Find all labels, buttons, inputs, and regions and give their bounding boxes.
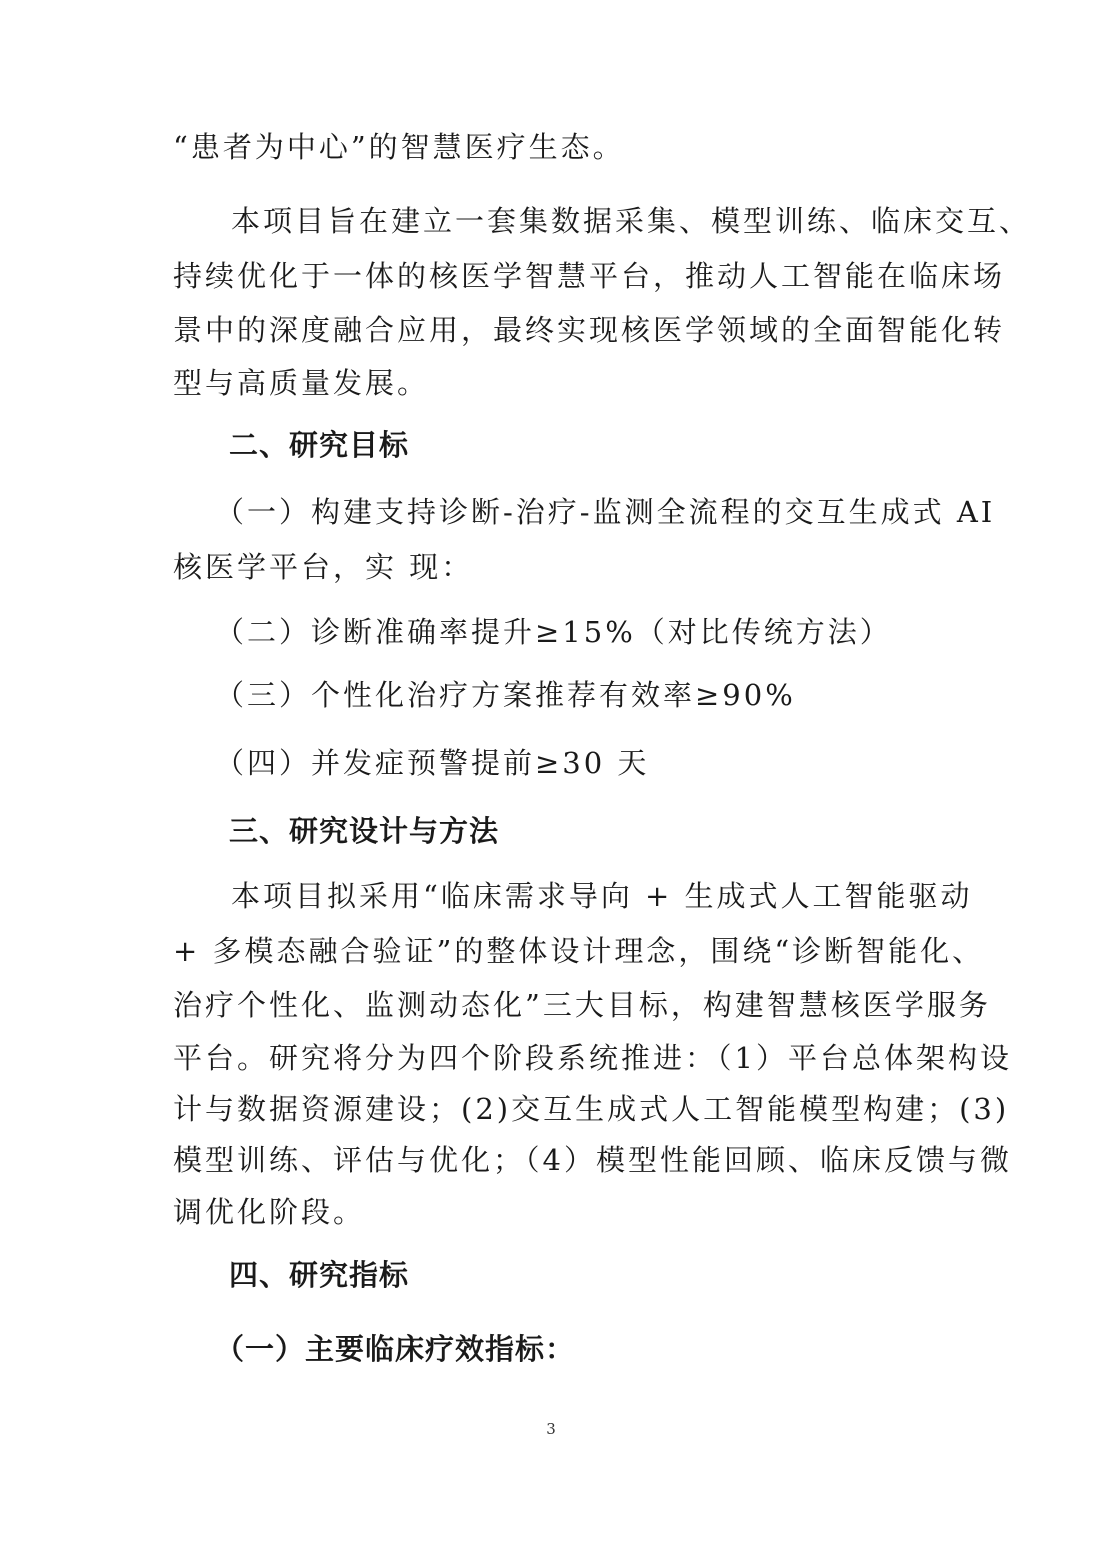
- design-paragraph-line: + 多模态融合验证”的整体设计理念，围绕“诊断智能化、: [173, 934, 985, 968]
- design-paragraph-line: 计与数据资源建设；(2)交互生成式人工智能模型构建；(3): [173, 1092, 1010, 1126]
- design-paragraph-line: 本项目拟采用“临床需求导向 + 生成式人工智能驱动: [231, 879, 973, 913]
- design-paragraph-line: 模型训练、评估与优化；（4）模型性能回顾、临床反馈与微: [173, 1143, 1012, 1177]
- goal-item: （一）构建支持诊断-治疗-监测全流程的交互生成式 AI: [215, 495, 996, 529]
- goal-item: （四）并发症预警提前≥30 天: [215, 746, 650, 780]
- intro-paragraph-line: 型与高质量发展。: [173, 366, 430, 400]
- page-number: 3: [546, 1420, 556, 1438]
- goal-item: （三）个性化治疗方案推荐有效率≥90%: [215, 678, 796, 712]
- design-paragraph-line: 调优化阶段。: [173, 1195, 366, 1229]
- goal-item: （二）诊断准确率提升≥15%（对比传统方法）: [215, 615, 892, 649]
- section-heading-research-goals: 二、研究目标: [229, 428, 410, 462]
- design-paragraph-line: 平台。研究将分为四个阶段系统推进：（1）平台总体架构设: [173, 1041, 1012, 1075]
- intro-paragraph-line: 持续优化于一体的核医学智慧平台，推动人工智能在临床场: [173, 259, 1006, 293]
- intro-paragraph-line: 本项目旨在建立一套集数据采集、模型训练、临床交互、: [231, 204, 1032, 238]
- section-heading-research-indicators: 四、研究指标: [229, 1258, 410, 1292]
- intro-tail-text: “患者为中心”的智慧医疗生态。: [173, 130, 625, 164]
- intro-paragraph-line: 景中的深度融合应用，最终实现核医学领域的全面智能化转: [173, 313, 1006, 347]
- design-paragraph-line: 治疗个性化、监测动态化”三大目标，构建智慧核医学服务: [173, 988, 991, 1022]
- sub-heading-clinical-efficacy: （一）主要临床疗效指标：: [215, 1332, 576, 1366]
- goal-item-continuation: 核医学平台，实 现：: [173, 550, 474, 584]
- section-heading-design-methods: 三、研究设计与方法: [229, 814, 500, 848]
